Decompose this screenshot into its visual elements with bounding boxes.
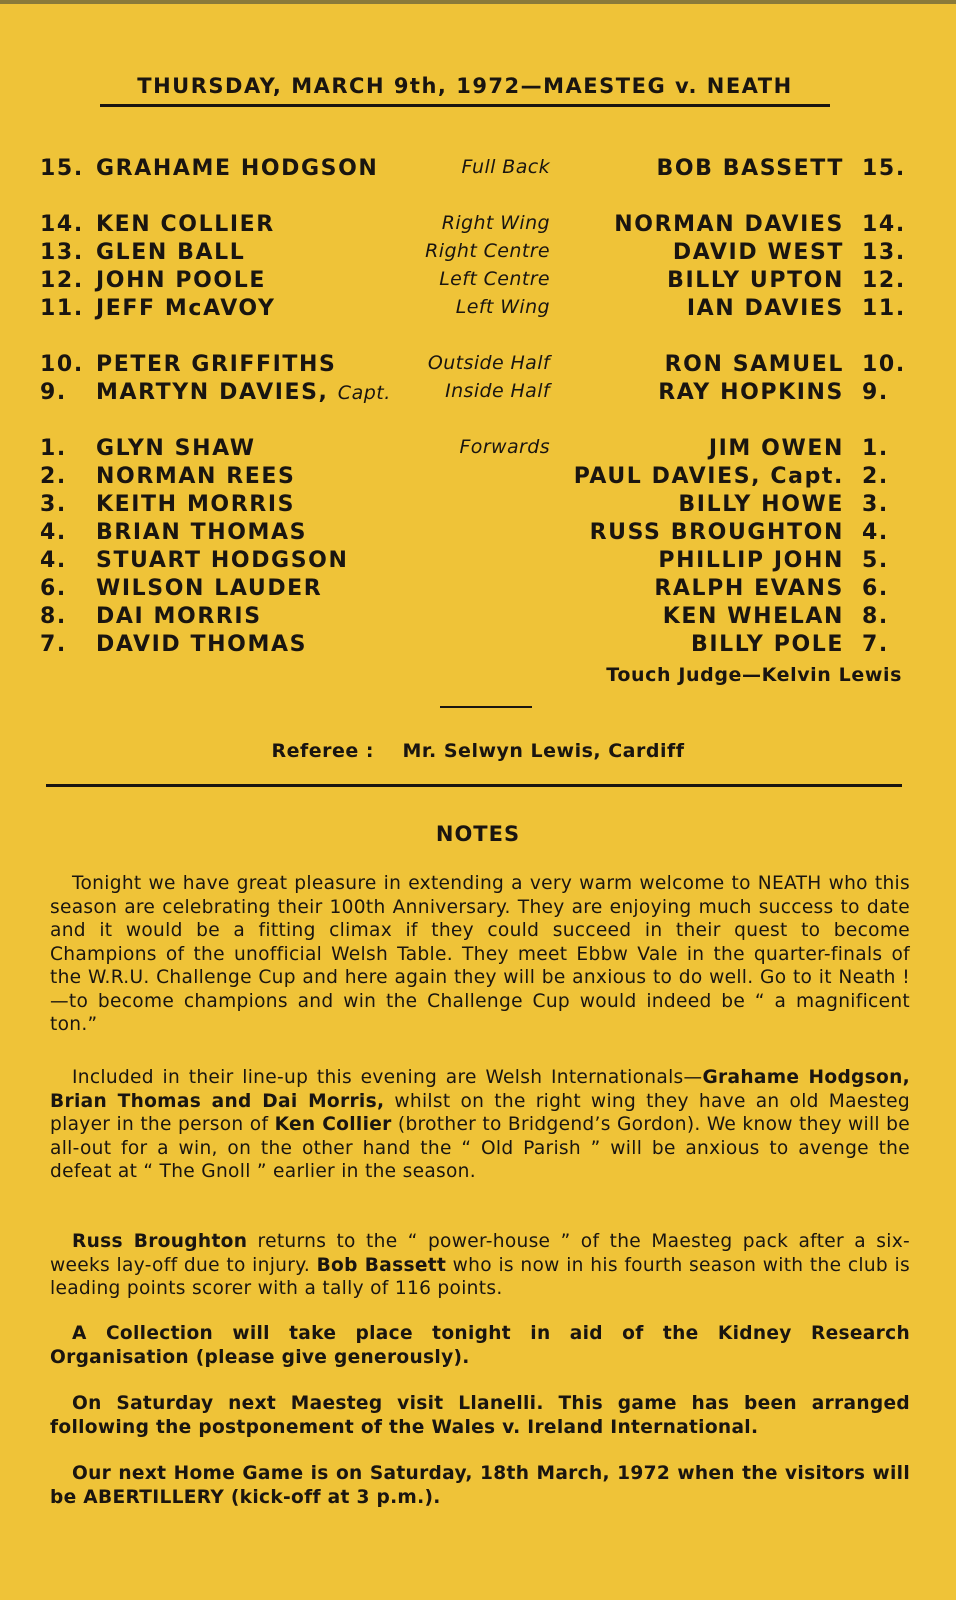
notes-paragraph-1 [50,872,910,1037]
position-label: Right Centre [425,240,550,262]
maesteg-player-name: JOHN POOLE [96,268,266,293]
position-label: Right Wing [441,212,550,234]
maesteg-player-name: MARTYN DAVIES, [96,380,329,405]
maesteg-player-name: JEFF McAVOY [96,296,276,321]
notes-paragraph-5 [50,1392,910,1439]
notes-p4-text: A Collection will take place tonight in aid of the Kidney Research Organisation (please give generously). [50,1323,910,1368]
neath-player: PAUL DAVIES, Capt. [573,464,844,489]
neath-number: 1. [862,436,889,461]
lineup-row [0,632,956,660]
lineup-row [0,576,956,604]
maesteg-number: 12. [40,268,84,293]
p3-part-b: returns to the “ power-house ” of the Maesteg pack after a six-weeks lay-off due to injury. [50,1231,911,1276]
neath-number: 7. [862,632,889,657]
neath-player: BILLY HOWE [678,492,844,517]
notes-p2-text [50,1066,910,1184]
notes-paragraph-6 [50,1462,910,1509]
maesteg-player [96,492,295,517]
maesteg-number: 8. [40,604,67,629]
neath-player: RAY HOPKINS [658,380,844,405]
neath-number: 8. [862,604,889,629]
maesteg-number: 11. [40,296,84,321]
p2-internationals: Grahame Hodgson, Brian Thomas and Dai Morris, [50,1067,911,1112]
neath-number: 10. [862,352,906,377]
lineup-row [0,156,956,184]
maesteg-number: 14. [40,212,84,237]
notes-paragraph-2 [50,1066,910,1184]
neath-number: 9. [862,380,889,405]
maesteg-player-name: GLYN SHAW [96,436,256,461]
maesteg-player-name: STUART HODGSON [96,548,349,573]
maesteg-number: 15. [40,156,84,181]
lineup-row [0,548,956,576]
maesteg-player-name: PETER GRIFFITHS [96,352,337,377]
lineup-row [0,436,956,464]
maesteg-player [96,380,391,405]
maesteg-player [96,464,296,489]
notes-p3-text [50,1230,910,1301]
lineup-row [0,464,956,492]
maesteg-player-name: GLEN BALL [96,240,246,265]
notes-heading: NOTES [435,822,521,846]
captain-mark: Capt. [337,382,391,404]
maesteg-player-name: KEN COLLIER [96,212,275,237]
maesteg-player-name: BRIAN THOMAS [96,520,308,545]
maesteg-number: 9. [40,380,67,405]
maesteg-player [96,296,276,321]
neath-number: 6. [862,576,889,601]
lineup-row [0,380,956,408]
position-label: Forwards [459,436,550,458]
p3-part-d: who is now in his fourth season with the club is leading points scorer with a tally of 116 points. [50,1254,910,1299]
notes-p6-text: Our next Home Game is on Saturday, 18th March, 1972 when the visitors will be ABERTILLERY (kick-off at 3 p.m.). [50,1463,910,1508]
p2-ken-collier: Ken Collier [274,1114,392,1135]
maesteg-player-name: GRAHAME HODGSON [96,156,379,181]
p2-part-a: Included in their line-up this evening are Welsh Internationals— [72,1067,703,1088]
neath-player: IAN DAVIES [686,296,844,321]
notes-p1-text: Tonight we have great pleasure in extending a very warm welcome to NEATH who this season are celebrating their 100th Anniversary. They are enjoying much success to date and it would be a fitting climax if they could succeed in their quest to become Champions of the unofficial Welsh Table. They meet Ebbw Vale in the quarter-finals of the W.R.U. Challenge Cup and here again they will be anxious to do well. Go to it Neath !—to become champions and win the Challenge Cup would indeed be “ a magnificent ton.” [50,873,910,1035]
position-label: Left Centre [439,268,550,290]
maesteg-number: 3. [40,492,67,517]
neath-player: RON SAMUEL [664,352,844,377]
maesteg-player-name: DAI MORRIS [96,604,262,629]
maesteg-number: 13. [40,240,84,265]
neath-number: 13. [862,240,906,265]
p3-russ-broughton: Russ Broughton [72,1231,248,1252]
maesteg-number: 7. [40,632,67,657]
p2-part-e: (brother to Bridgend’s Gordon). We know they will be all-out for a win, on the other hand the “ Old Parish ” will be anxious to avenge the defeat at “ The Gnoll ” earlier in the season. [50,1114,911,1182]
neath-player: NORMAN DAVIES [614,212,844,237]
maesteg-number: 10. [40,352,84,377]
maesteg-player [96,604,262,629]
maesteg-player [96,352,336,377]
neath-player: RUSS BROUGHTON [589,520,844,545]
maesteg-player-name: KEITH MORRIS [96,492,296,517]
neath-number: 2. [862,464,889,489]
referee-name: Mr. Selwyn Lewis, Cardiff [402,740,685,762]
lineup-row [0,604,956,632]
lineup-row [0,492,956,520]
notes-p5-text: On Saturday next Maesteg visit Llanelli. This game has been arranged following the postponement of the Wales v. Ireland International. [50,1393,910,1438]
lineup-row [0,212,956,240]
position-label: Left Wing [455,296,550,318]
position-label: Inside Half [445,380,550,402]
position-label: Full Back [461,156,550,178]
p3-bob-bassett: Bob Bassett [316,1254,447,1276]
neath-player: PHILLIP JOHN [658,548,844,573]
neath-number: 11. [862,296,906,321]
maesteg-player [96,268,266,293]
neath-number: 15. [862,156,906,181]
neath-player: BOB BASSETT [656,156,844,181]
neath-player: KEN WHELAN [662,604,844,629]
neath-player: BILLY UPTON [667,268,844,293]
section-divider [46,784,902,787]
neath-number: 14. [862,212,906,237]
neath-number: 12. [862,268,906,293]
match-title: THURSDAY, MARCH 9th, 1972—MAESTEG v. NEATH [100,74,830,107]
maesteg-player [96,548,348,573]
position-label: Outside Half [427,352,550,374]
lineup-row [0,240,956,268]
neath-player: DAVID WEST [672,240,844,265]
neath-player: RALPH EVANS [654,576,844,601]
neath-number: 4. [862,520,889,545]
neath-number: 3. [862,492,889,517]
maesteg-number: 6. [40,576,67,601]
notes-paragraph-4 [50,1322,910,1369]
maesteg-number: 2. [40,464,67,489]
maesteg-number: 4. [40,520,67,545]
maesteg-player-name: NORMAN REES [96,464,296,489]
maesteg-player [96,576,322,601]
neath-number: 5. [862,548,889,573]
maesteg-player [96,240,245,265]
notes-paragraph-3 [50,1230,910,1301]
referee-label: Referee : [271,740,374,762]
maesteg-number: 1. [40,436,67,461]
maesteg-player [96,632,307,657]
lineup-row [0,268,956,296]
maesteg-number: 4. [40,548,67,573]
lineup-row [0,352,956,380]
p2-part-c: whilst on the right wing they have an old Maesteg player in the person of [50,1090,910,1135]
neath-player: BILLY POLE [690,632,844,657]
maesteg-player-name: DAVID THOMAS [96,632,308,657]
maesteg-player-name: WILSON LAUDER [96,576,323,601]
maesteg-player [96,436,256,461]
touch-judge: Touch Judge—Kelvin Lewis [606,664,902,686]
short-divider [440,706,532,708]
maesteg-player [96,212,275,237]
maesteg-player [96,520,307,545]
lineup-row [0,520,956,548]
neath-player: JIM OWEN [708,436,844,461]
lineup-row [0,296,956,324]
maesteg-player [96,156,378,181]
referee-line [0,740,956,762]
